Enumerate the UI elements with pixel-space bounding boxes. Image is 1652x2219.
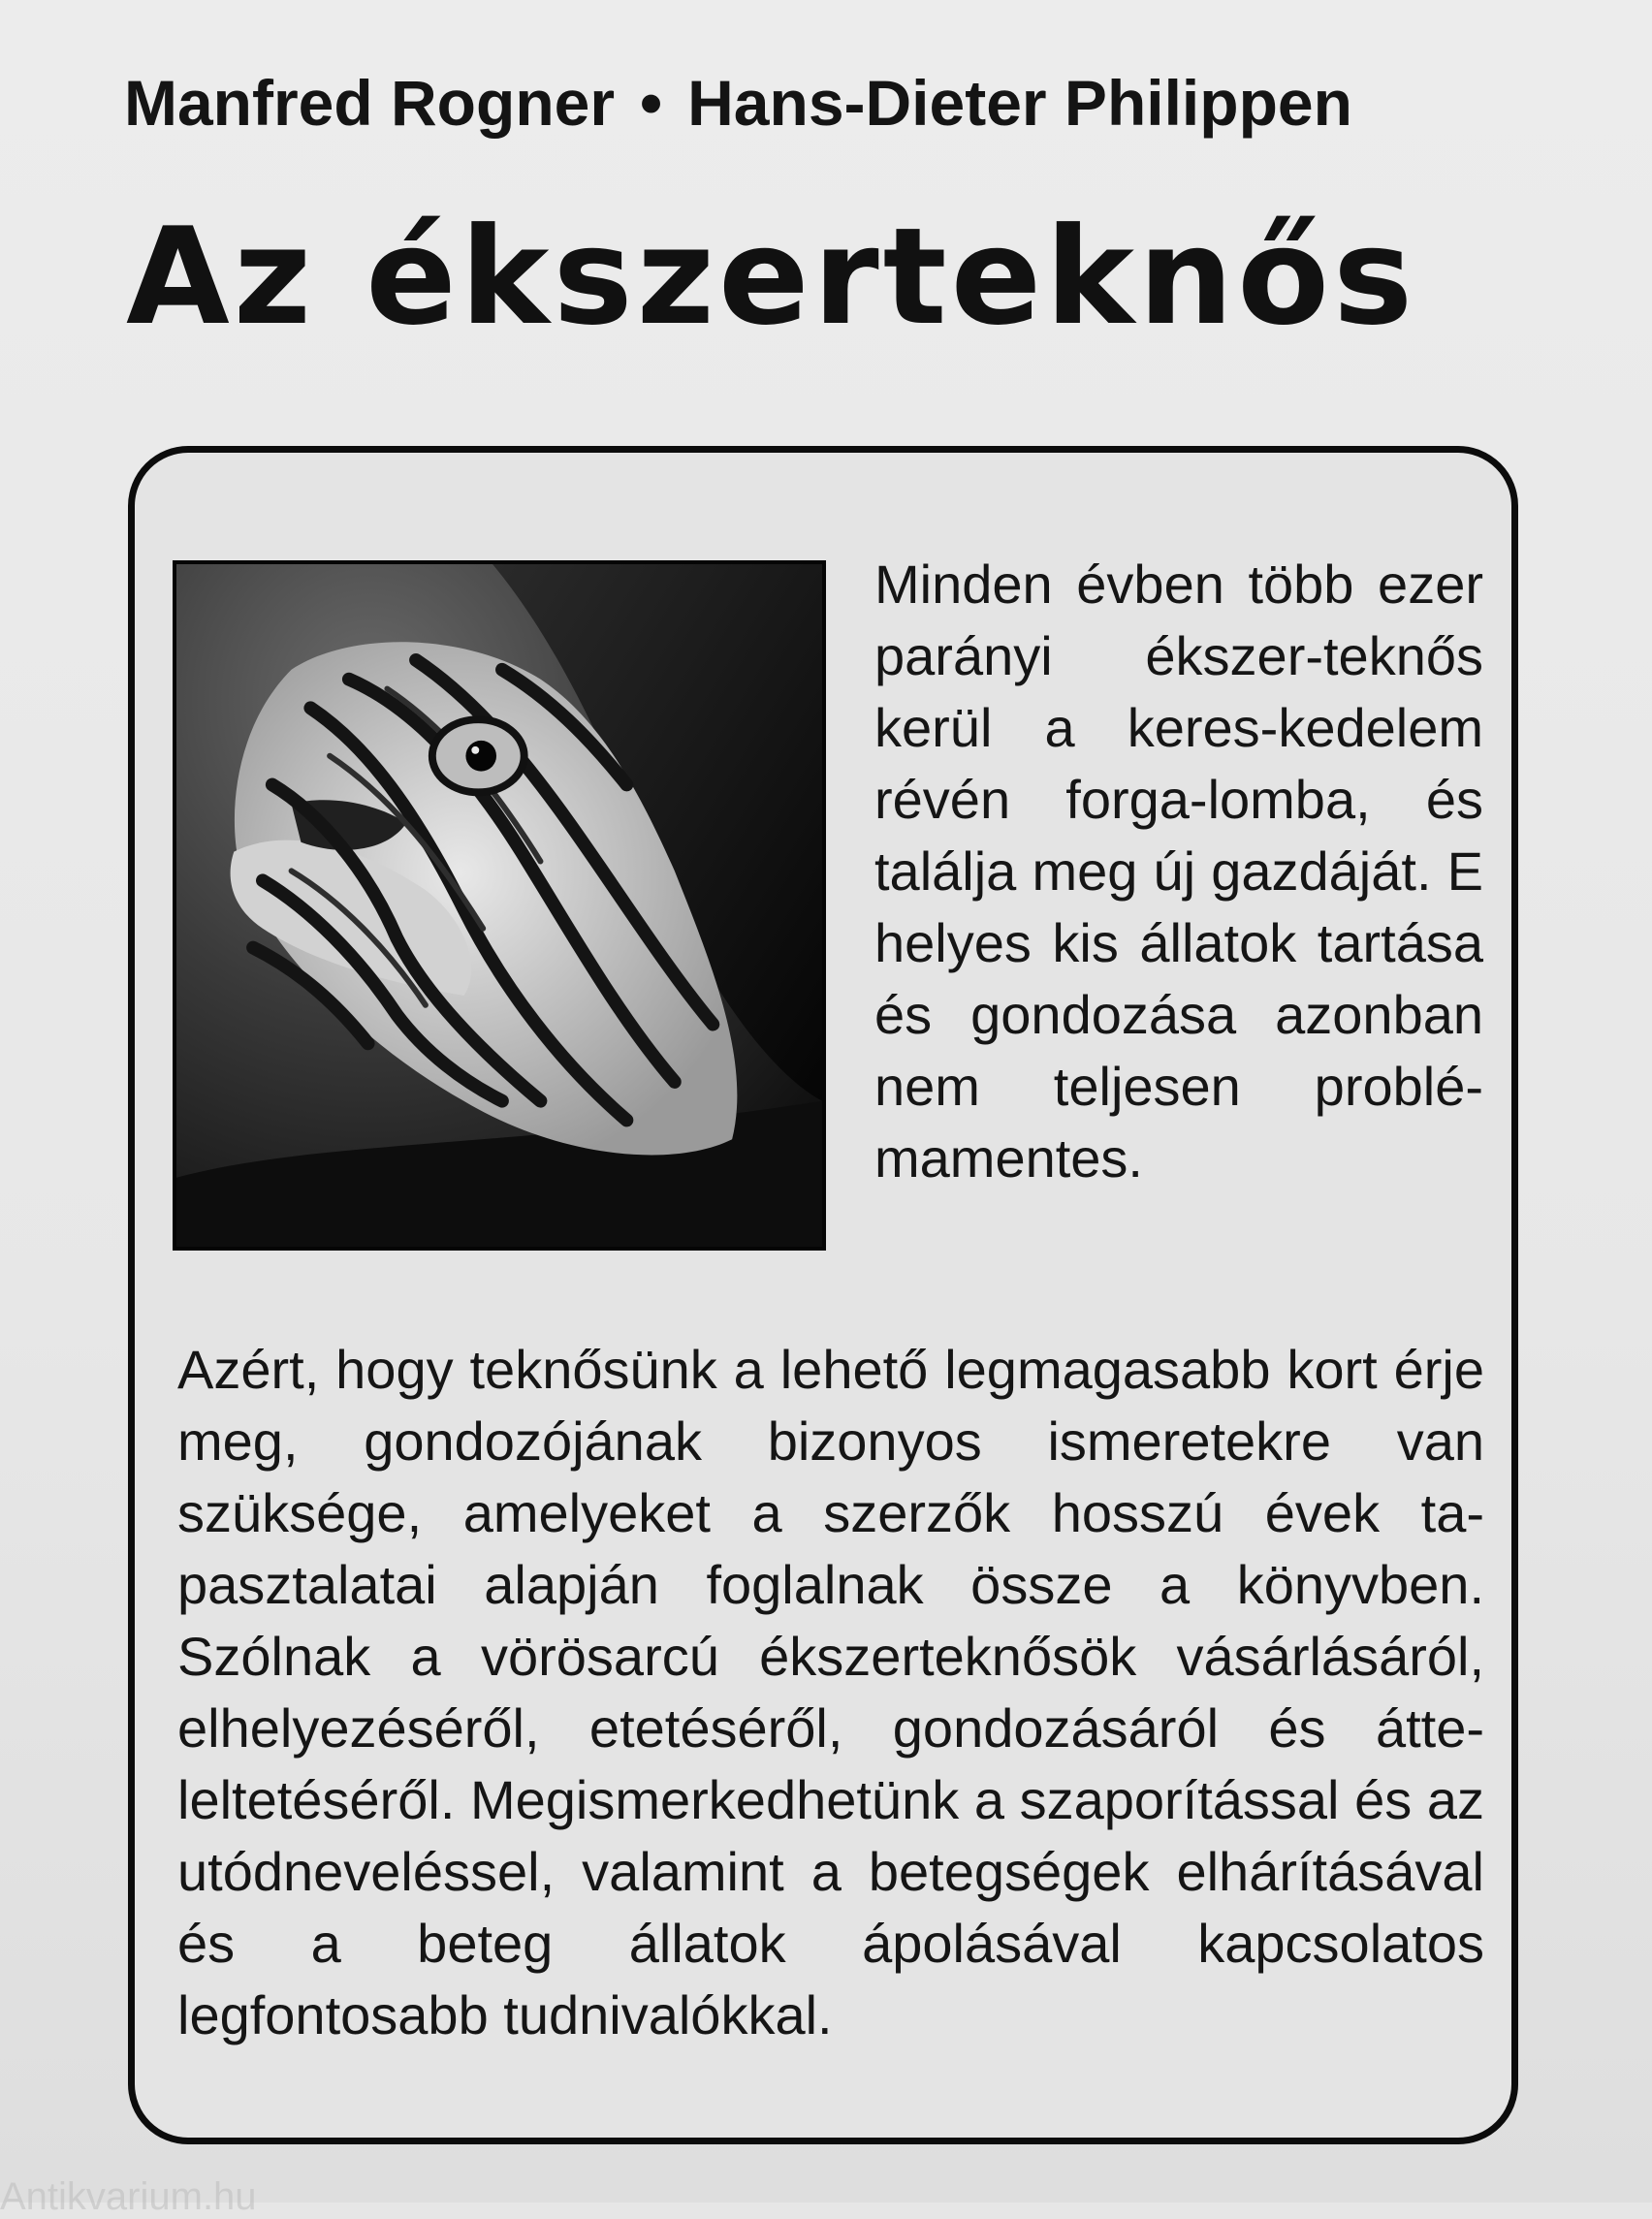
intro-paragraph: Minden évben több ezer parányi ékszer-teknős kerül a keres-kedelem révén forga-lomba, és találja meg új gazdáját. E helyes kis állatok tartása és gondozása azonban nem teljesen problé-mamentes.: [874, 554, 1483, 1189]
author-name: Hans-Dieter Philippen: [687, 67, 1352, 139]
author-separator: •: [640, 67, 663, 139]
turtle-head-photo: [173, 560, 826, 1251]
description-paragraph: Azért, hogy teknősünk a lehető legmagasabb kort érje meg, gondozójának bizonyos ismeretekre van szüksége, amelyeket a szerzők hosszú évek ta-pasztalatai alapján foglalnak össze a könyvben. Szólnak a vörösarcú ékszerteknősök vásárlásáról, elhelyezéséről, etetéséről, gondozásáról és átte-leltetéséről. Megismerkedhetünk a szaporítással és az utódneveléssel, valamint a betegségek elhárításával és a beteg állatok ápolásával kapcsolatos legfontosabb tudnivalókkal.: [177, 1339, 1484, 2045]
turtle-head-icon: [176, 564, 822, 1247]
author-name: Manfred Rogner: [124, 67, 616, 139]
book-title: Az ékszerteknős: [126, 199, 1417, 355]
watermark: Antikvarium.hu: [0, 2175, 257, 2218]
authors-line: [124, 66, 1530, 140]
